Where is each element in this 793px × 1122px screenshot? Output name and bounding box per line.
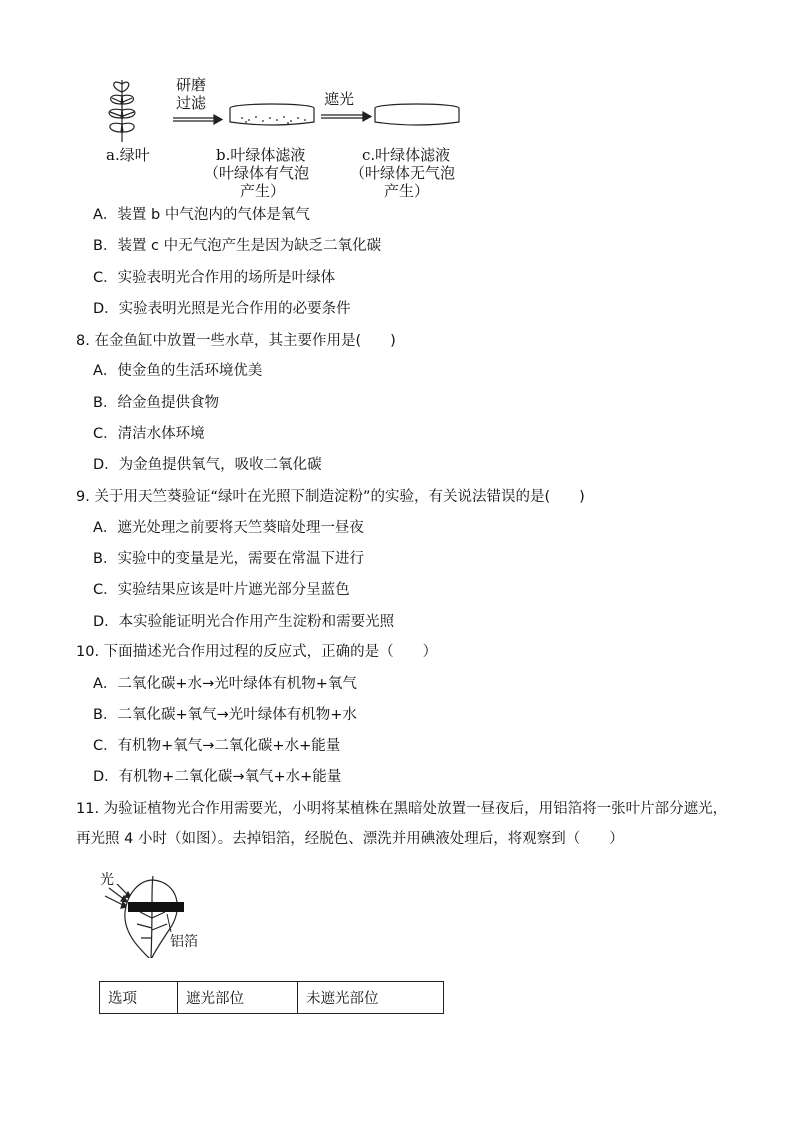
q9-option-b: B．实验中的变量是光，需要在常温下进行 [93,551,364,567]
q7-figure-drawing [100,74,480,144]
q10-option-d: D．有机物+二氧化碳→氧气+水+能量 [93,769,342,785]
q8-stem: 8. 在金鱼缸中放置一些水草，其主要作用是( ) [76,333,396,349]
caption-b-line3: 产生） [240,182,286,200]
figure-foil-label: 铝箔 [170,934,198,950]
arrow1-label-bottom: 过滤 [176,94,207,112]
q9-stem: 9. 关于用天竺葵验证“绿叶在光照下制造淀粉”的实验，有关说法错误的是( ) [76,489,585,505]
arrow1-label-top: 研磨 [176,76,207,94]
q8-option-d: D．为金鱼提供氧气，吸收二氧化碳 [93,457,322,473]
table-header-unshaded: 未遮光部位 [298,982,444,1014]
arrow-icon [173,115,222,124]
q7-figure [100,74,480,204]
arrow2-label: 遮光 [324,90,355,108]
q10-option-c: C．有机物+氧气→二氧化碳+水+能量 [93,738,341,754]
q9-option-d: D．本实验能证明光合作用产生淀粉和需要光照 [93,614,395,630]
q10-option-a: A．二氧化碳+水→光叶绿体有机物+氧气 [93,676,357,692]
petri-dish-b-icon [230,104,314,125]
q9-option-a: A．遮光处理之前要将天竺葵暗处理一昼夜 [93,520,364,536]
aluminum-foil-strip [128,902,184,912]
q10-stem: 10. 下面描述光合作用过程的反应式，正确的是（ ） [76,644,438,660]
q10-option-b: B．二氧化碳+氧气→光叶绿体有机物+水 [93,707,357,723]
petri-dish-c-icon [375,104,459,125]
q11-figure [95,868,215,958]
q11-stem-line2: 再光照 4 小时（如图）。去掉铝箔，经脱色、漂洗并用碘液处理后，将观察到（ ） [76,831,624,847]
green-leaf-plant-icon [109,80,135,142]
caption-c-line3: 产生） [384,182,430,200]
table-header-shaded: 遮光部位 [178,982,298,1014]
caption-b-line2: （叶绿体有气泡 [204,164,310,182]
q7-option-c: C．实验表明光合作用的场所是叶绿体 [93,270,336,286]
figure-light-label: 光 [100,872,114,888]
q8-option-a: A．使金鱼的生活环境优美 [93,363,263,379]
q7-option-a: A．装置 b 中气泡内的气体是氧气 [93,207,310,223]
q9-option-c: C．实验结果应该是叶片遮光部分呈蓝色 [93,582,350,598]
caption-c-line2: （叶绿体无气泡 [350,164,456,182]
q8-option-c: C．清洁水体环境 [93,426,205,442]
q11-answer-table [99,981,444,1014]
q8-option-b: B．给金鱼提供食物 [93,395,219,411]
q11-stem-line1: 11. 为验证植物光合作用需要光，小明将某植株在黑暗处放置一昼夜后，用铝箔将一张叶片部分遮光， [76,801,728,817]
caption-c-line1: c.叶绿体滤液 [362,146,451,164]
table-header-option: 选项 [100,982,178,1014]
caption-a: a.绿叶 [106,146,150,164]
caption-b-line1: b.叶绿体滤液 [216,146,306,164]
arrow-icon [321,112,371,121]
q7-option-d: D．实验表明光照是光合作用的必要条件 [93,301,351,317]
q7-option-b: B．装置 c 中无气泡产生是因为缺乏二氧化碳 [93,238,382,254]
table-row [100,982,444,1014]
